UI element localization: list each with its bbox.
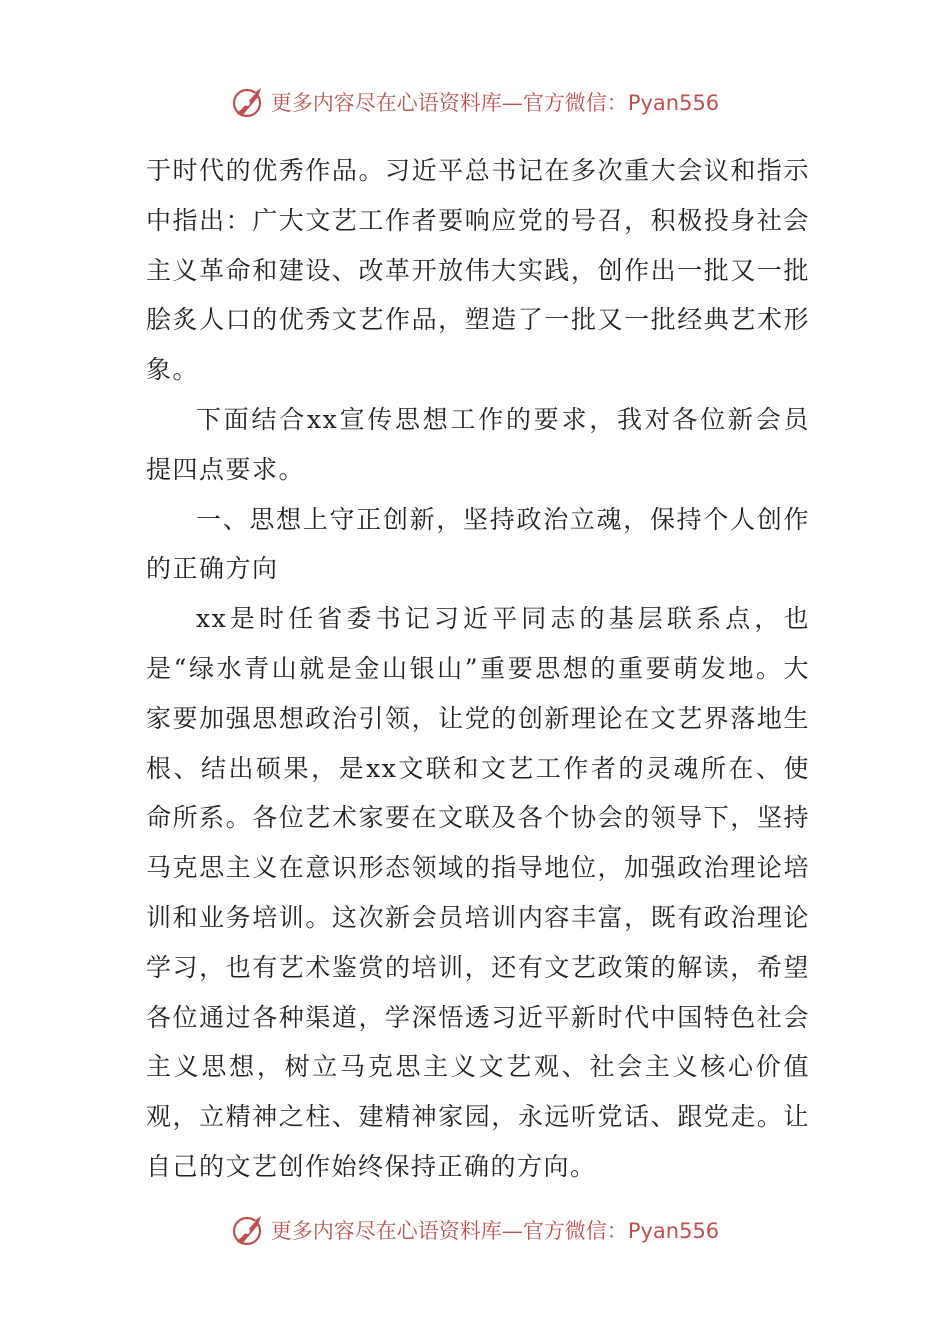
header-watermark-banner <box>0 80 950 124</box>
section-heading-1: 一、思想上守正创新，坚持政治立魂，保持个人创作的正确方向 <box>146 504 810 584</box>
document-body <box>146 146 810 1192</box>
paragraph-3: xx是时任省委书记习近平同志的基层联系点，也是“绿水青山就是金山银山”重要思想的重要萌发地。大家要加强思想政治引领，让党的创新理论在文艺界落地生根、结出硕果，是xx文联和文艺工作者的灵魂所在、使命所系。各位艺术家要在文联及各个协会的领导下，坚持马克思主义在意识形态领域的指导地位，加强政治理论培训和业务培训。这次新会员培训内容丰富，既有政治理论学习，也有艺术鉴赏的培训，还有文艺政策的解读，希望各位通过各种渠道，学深悟透习近平新时代中国特色社会主义思想，树立马克思主义文艺观、社会主义核心价值观，立精神之柱、建精神家园，永远听党话、跟党走。让自己的文艺创作始终保持正确的方向。 <box>146 604 810 1181</box>
banner-text <box>271 87 719 117</box>
banner-wechat-id: Pyan556 <box>627 1219 720 1243</box>
banner-wechat-label: 官方微信： <box>522 1219 628 1243</box>
banner-main-text: 更多内容尽在心语资料库 <box>270 91 502 115</box>
banner-main-text: 更多内容尽在心语资料库 <box>270 1219 502 1243</box>
pen-circle-logo-icon <box>231 84 267 120</box>
banner-dash: — <box>501 1219 523 1243</box>
paragraph-1: 于时代的优秀作品。习近平总书记在多次重大会议和指示中指出：广大文艺工作者要响应党的号召，积极投身社会主义革命和建设、改革开放伟大实践，创作出一批又一批脍炙人口的优秀文艺作品，塑造了一批又一批经典艺术形象。 <box>146 156 810 385</box>
paragraph-2: 下面结合xx宣传思想工作的要求，我对各位新会员提四点要求。 <box>146 404 810 484</box>
banner-wechat-label: 官方微信： <box>522 91 628 115</box>
banner-wechat-id: Pyan556 <box>627 91 720 115</box>
pen-circle-logo-icon <box>231 1212 267 1248</box>
banner-text <box>271 1215 719 1245</box>
footer-watermark-banner <box>0 1208 950 1252</box>
banner-dash: — <box>501 91 523 115</box>
